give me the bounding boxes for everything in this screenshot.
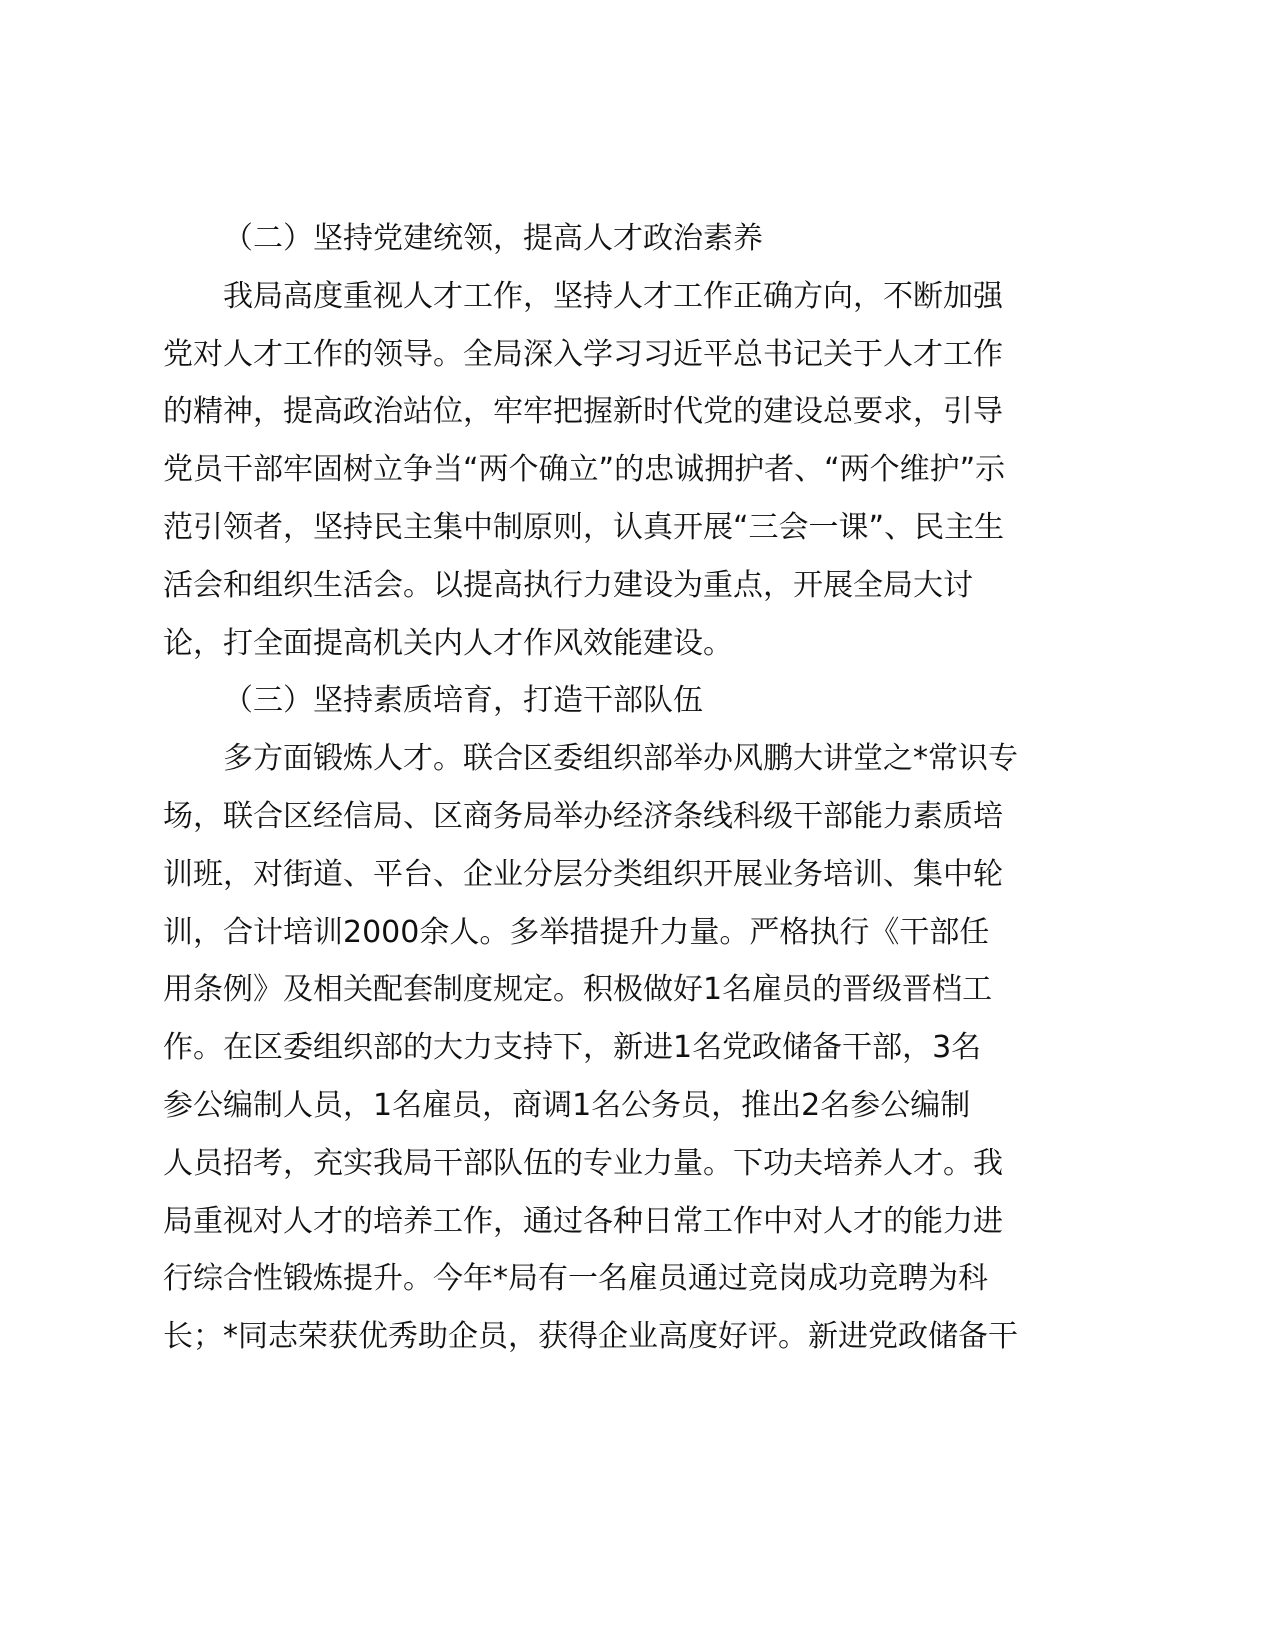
paragraph-line: 训班，对街道、平台、企业分层分类组织开展业务培训、集中轮 [163, 856, 1003, 892]
paragraph-line: 用条例》及相关配套制度规定。积极做好1名雇员的晋级晋档工 [163, 972, 993, 1008]
paragraph-line: 场，联合区经信局、区商务局举办经济条线科级干部能力素质培 [163, 798, 1003, 834]
paragraph-line: 活会和组织生活会。以提高执行力建设为重点，开展全局大讨 [163, 567, 973, 603]
paragraph-line: 局重视对人才的培养工作，通过各种日常工作中对人才的能力进 [163, 1203, 1003, 1239]
section-heading-3: （三）坚持素质培育，打造干部队伍 [223, 683, 703, 719]
document-body [163, 210, 1123, 1366]
paragraph-line: 行综合性锻炼提升。今年*局有一名雇员通过竞岗成功竞聘为科 [163, 1261, 988, 1297]
paragraph-line: 的精神，提高政治站位，牢牢把握新时代党的建设总要求，引导 [163, 394, 1003, 430]
paragraph-line: 党对人才工作的领导。全局深入学习习近平总书记关于人才工作 [163, 336, 1003, 372]
paragraph-line: 党员干部牢固树立争当“两个确立”的忠诚拥护者、“两个维护”示 [163, 452, 1006, 488]
paragraph-line: 范引领者，坚持民主集中制原则，认真开展“三会一课”、民主生 [163, 509, 1005, 545]
paragraph-line: 长；*同志荣获优秀助企员，获得企业高度好评。新进党政储备干 [163, 1319, 1018, 1355]
paragraph-line: 人员招考，充实我局干部队伍的专业力量。下功夫培养人才。我 [163, 1145, 1003, 1181]
paragraph-line: 作。在区委组织部的大力支持下，新进1名党政储备干部，3名 [163, 1030, 982, 1066]
paragraph-line: 参公编制人员，1名雇员，商调1名公务员，推出2名参公编制 [163, 1087, 971, 1123]
paragraph-line: 论，打全面提高机关内人才作风效能建设。 [163, 625, 733, 661]
paragraph-line: 我局高度重视人才工作，坚持人才工作正确方向，不断加强 [223, 278, 1003, 314]
paragraph-line: 训，合计培训2000余人。多举措提升力量。严格执行《干部任 [163, 914, 990, 950]
paragraph-line: 多方面锻炼人才。联合区委组织部举办风鹏大讲堂之*常识专 [223, 741, 1018, 777]
section-heading-2: （二）坚持党建统领，提高人才政治素养 [223, 221, 763, 256]
